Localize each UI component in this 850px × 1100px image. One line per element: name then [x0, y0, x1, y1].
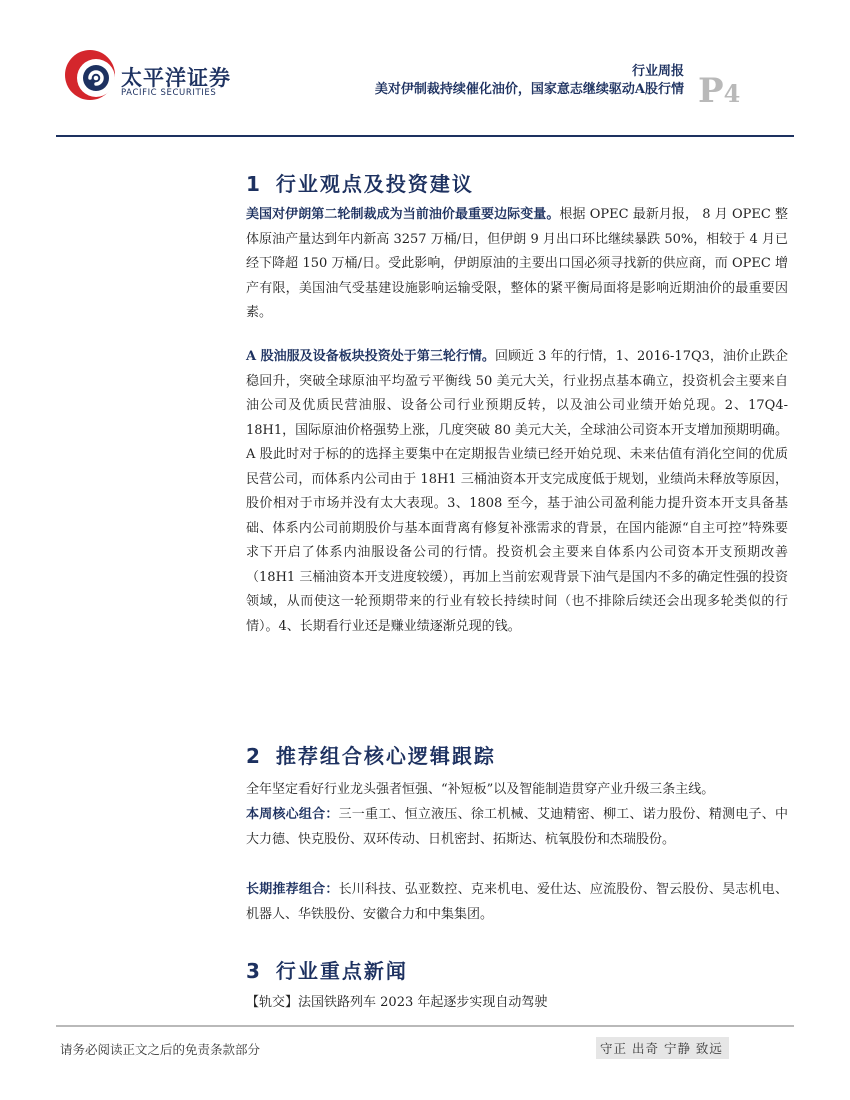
news-item	[246, 991, 788, 1016]
page-number-value: 4	[723, 79, 741, 108]
paragraph-portfolio-intro: 全年坚定看好行业龙头强者恒强、“补短板”以及智能制造贯穿产业升级三条主线。	[246, 782, 715, 797]
paragraph-long-term-portfolio	[246, 878, 788, 927]
section-title: 推荐组合核心逻辑跟踪	[275, 744, 496, 768]
paragraph-lead: A 股油服及设备板块投资处于第三轮行情。	[246, 349, 495, 364]
footer-disclaimer: 请务必阅读正文之后的免责条款部分	[60, 1042, 261, 1057]
header-divider	[56, 135, 794, 137]
paragraph-lead: 美国对伊朗第二轮制裁成为当前油价最重要边际变量。	[246, 207, 560, 222]
long-term-portfolio-label: 长期推荐组合：	[246, 882, 339, 897]
section-heading-2	[246, 740, 496, 769]
paragraph-core-portfolio	[246, 803, 788, 852]
footer-divider	[56, 1025, 794, 1027]
page-prefix: P	[698, 71, 724, 111]
brand-name-cn: 太平洋证券	[121, 66, 231, 90]
section-title: 行业重点新闻	[275, 959, 408, 983]
paragraph-sanctions	[246, 203, 788, 326]
pacific-securities-logo-icon	[60, 44, 120, 104]
section-number: 3	[246, 959, 262, 983]
section-title: 行业观点及投资建议	[275, 172, 474, 196]
core-portfolio-label: 本周核心组合：	[246, 807, 339, 822]
section-number: 1	[246, 172, 262, 196]
news-headline: 法国铁路列车 2023 年起逐步实现自动驾驶	[298, 995, 548, 1010]
brand-name-en: PACIFIC SECURITIES	[121, 88, 217, 98]
section-number: 2	[246, 744, 262, 768]
core-portfolio-list: 三一重工、恒立液压、徐工机械、艾迪精密、柳工、诺力股份、精测电子、中大力德、快克股份、双环传动、日机密封、拓斯达、杭氧股份和杰瑞股份。	[246, 807, 788, 847]
section-heading-1	[246, 168, 474, 197]
page-number	[698, 71, 741, 111]
paragraph-oil-service-cycle	[246, 345, 788, 639]
report-type: 行业周报	[631, 64, 684, 79]
footer-motto: 守正 出奇 宁静 致远	[596, 1037, 729, 1059]
report-title: 美对伊制裁持续催化油价，国家意志继续驱动A股行情	[374, 82, 684, 97]
section-heading-3	[246, 955, 408, 984]
long-term-portfolio-list: 长川科技、弘亚数控、克来机电、爱仕达、应流股份、智云股份、昊志机电、机器人、华铁股份、安徽合力和中集集团。	[246, 882, 788, 922]
paragraph-text: 回顾近 3 年的行情，1、2016-17Q3，油价止跌企稳回升，突破全球原油平均盈亏平衡线 50 美元大关，行业拐点基本确立，投资机会主要来自油公司及优质民营油服、设备公司行业预期反转，以及油公司业绩开始兑现。2、17Q4-18H1，国际原油价格强势上涨，几度突破 80 美元大关，全球油公司资本开支增加预期明确。A 股此时对于标的的选择主要集中在定期报告业绩已经开始兑现、未来估值有消化空间的优质民营公司，而体系内公司由于 18H1 三桶油资本开支完成度低于规划，业绩尚未释放等原因，股价相对于市场并没有太大表现。3、1808 至今，基于油公司盈利能力提升资本开支具备基础、体系内公司前期股价与基本面背离有修复补涨需求的背景，在国内能源“自主可控”特殊要求下开启了体系内油服设备公司的行情。投资机会主要来自体系内公司资本开支预期改善（18H1 三桶油资本开支进度较缓），再加上当前宏观背景下油气是国内不多的确定性强的投资领域，从而使这一轮预期带来的行业有较长持续时间（也不排除后续还会出现多轮类似的行情）。4、长期看行业还是赚业绩逐渐兑现的钱。	[246, 349, 788, 634]
news-tag: 【轨交】	[246, 995, 299, 1010]
paragraph-text: 根据 OPEC 最新月报， 8 月 OPEC 整体原油产量达到年内新高 3257 万桶/日，但伊朗 9 月出口环比继续暴跌 50%，相较于 4 月已经下降超 150 万桶/日。受此影响，伊朗原油的主要出口国必须寻找新的供应商，而 OPEC 增产有限，美国油气受基建设施影响运输受限，整体的紧平衡局面将是影响近期油价的最重要因素。	[246, 207, 788, 320]
